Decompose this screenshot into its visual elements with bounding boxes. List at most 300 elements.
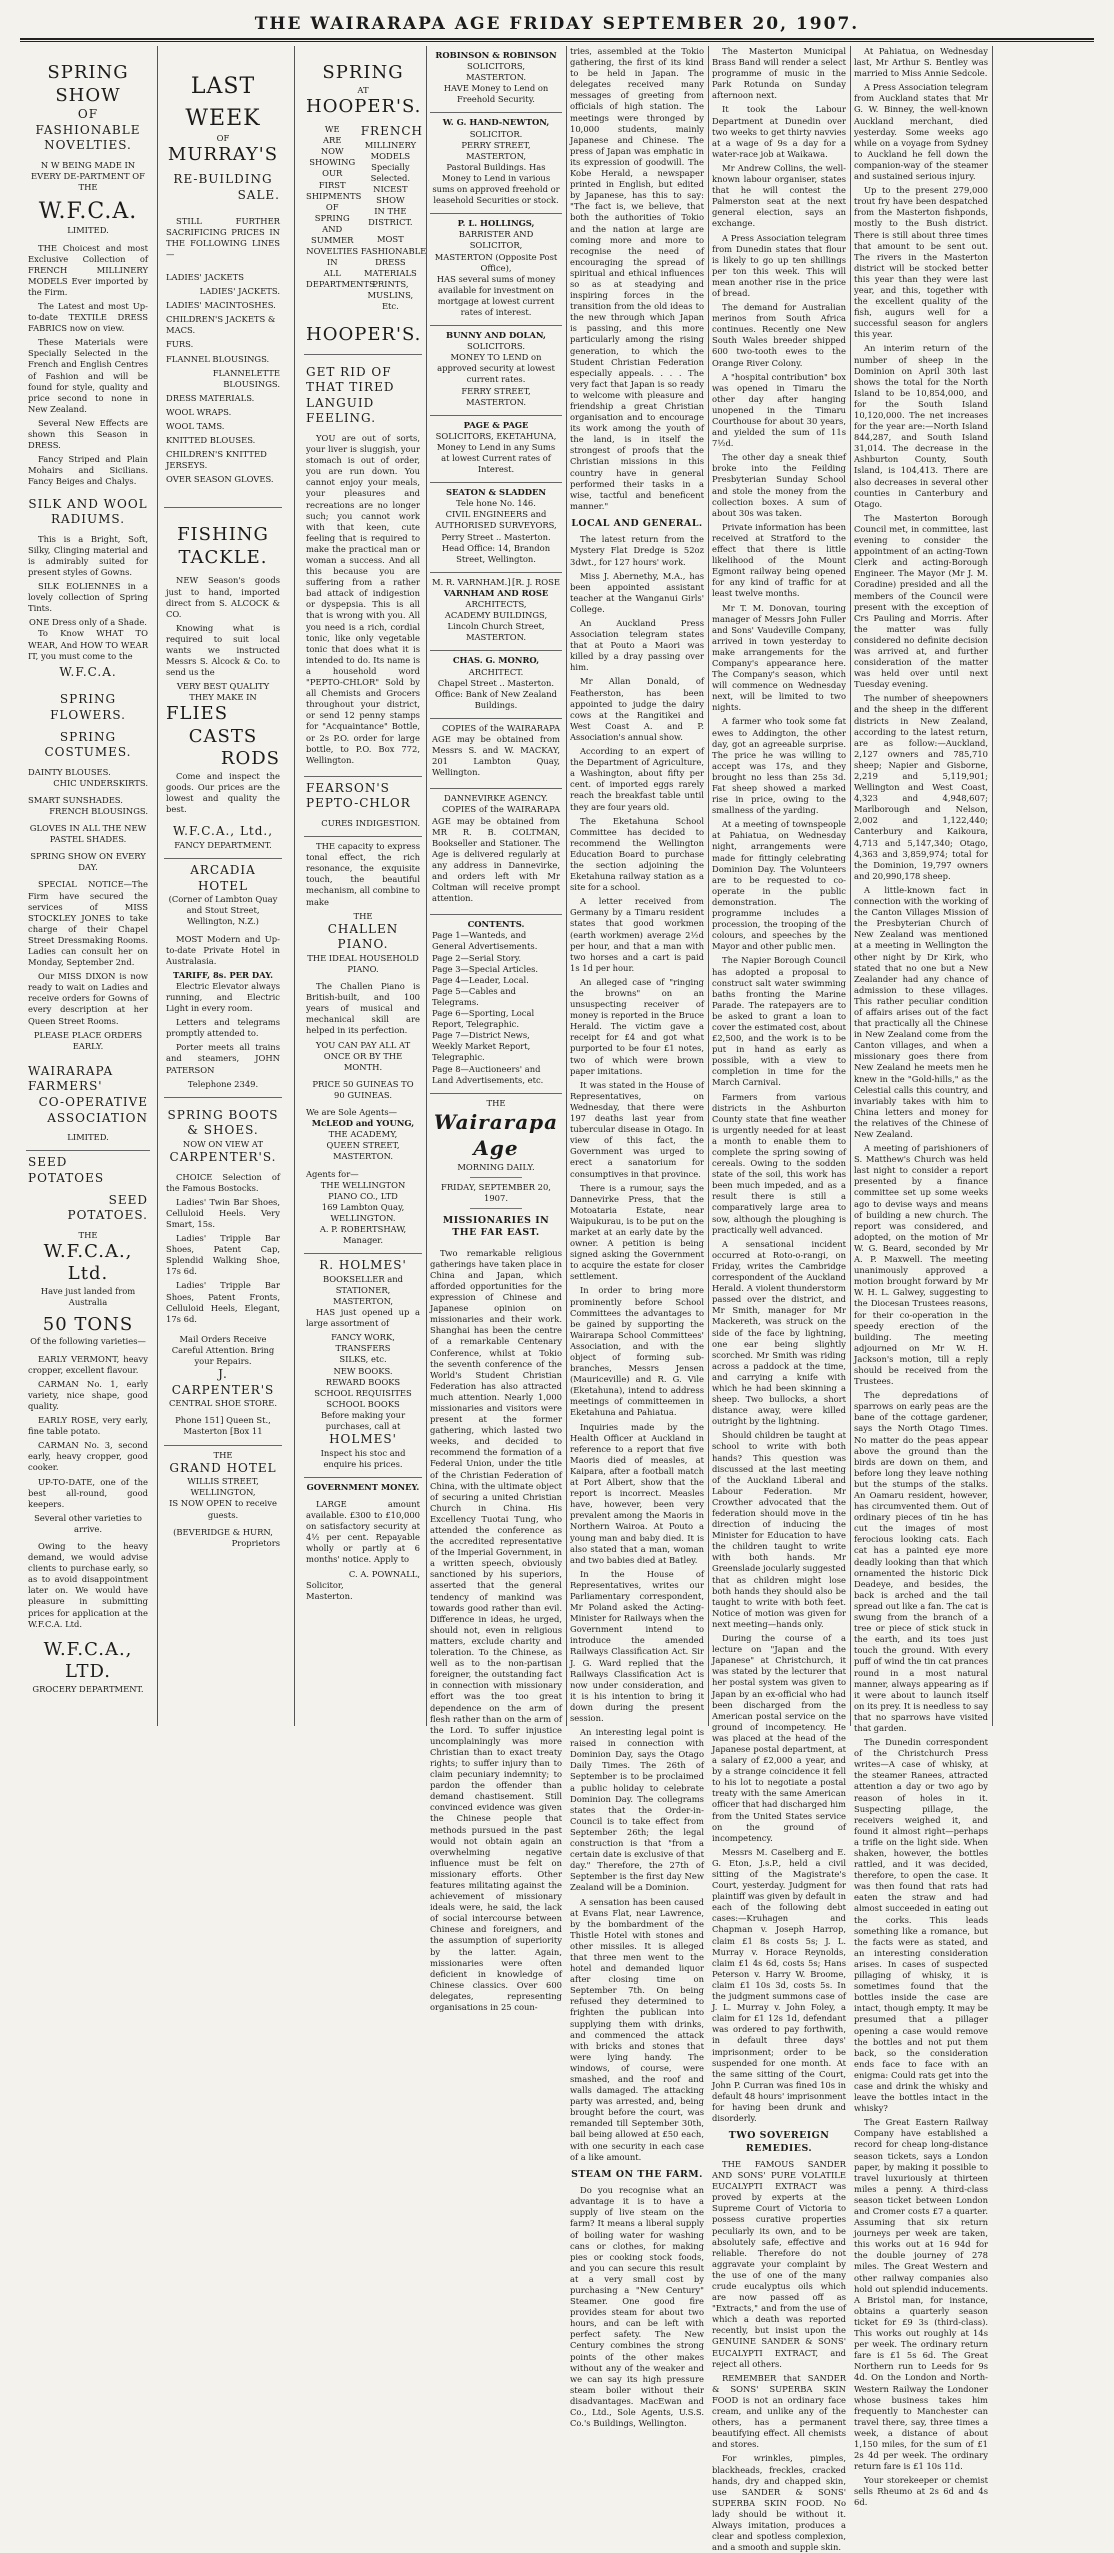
ad-text: 169 Lambton Quay, [321, 1201, 405, 1212]
news-paragraph: Private information has been received at Stratford to the effect that there is little likelihood of the Mount Egmont railway being opened for any kind of traffic for at least twelve months. [712, 521, 846, 599]
wfca-spring-show-ad [26, 46, 150, 1151]
list-item: OUR [322, 168, 343, 179]
ad-text: Telephone 2349. [187, 1078, 259, 1089]
ad-heading: SILK AND WOOL RADIUMS. [28, 496, 148, 527]
column-4 [430, 46, 562, 2013]
news-paragraph: The Masterton Municipal Brass Band will render a select programme of music in the Park Rotunda on Sunday afternoon next. [712, 46, 846, 101]
ad-text: Before making your purchases, call at [320, 1409, 406, 1431]
ad-heading: WAIRARAPA [28, 1063, 114, 1078]
ad-text: Our MISS DIXON is now ready to wait on Ladies and receive orders for Gowns of every description at her Queen Street Rooms. [28, 971, 148, 1026]
card-text: SOLICITORS, EKETAHUNA, [435, 430, 557, 441]
ad-text: LIMITED. [67, 225, 109, 236]
card-text: ARCHITECTS, [465, 599, 527, 610]
news-paragraph: In the House of Representatives, writes our Parliamentary correspondent, Mr Poland asked the Acting-Minister for Railways when the Government intend to introduce the amended Railways Classification Act. Sir J. G. Ward replied that the Railways Classification Act is now under consideration, and it is his intention to bring it down during the present session. [570, 1568, 704, 1723]
ad-text: THE [78, 1229, 98, 1240]
contents-box [430, 915, 562, 1093]
news-paragraph: A sensation has been caused at Evans Flat, near Lawrence, by the bombardment of the Thistle Hotel with stones and other missiles. It is alleged that three men went to the hotel and demanded liquor after closing time on September 7th. On being refused they determined to frighten the publican into supplying them with drinks, and commenced the attack with bricks and stones that were lying handy. The windows, of course, were smashed, and the roof and walls damaged. The attacking party was arrested, and, being brought before the court, was remanded till September 30th, bail being allowed at £50 each, with one security in each case of a like amount. [570, 1896, 704, 2162]
news-paragraph: THE FAMOUS SANDER AND SONS' PURE VOLATILE EUCALYPTI EXTRACT was proved by experts at the Supreme Court of Victoria to possess curative properties peculiarly its own, and to be absolutely safe, effective and reliable. Therefore do not aggravate your complaint by the use of one of the many crude eucalyptus oils which are now passed off as "Extracts," and from the use of which a death was reported recently, but insist upon the GENUINE SANDER & SONS' EUCALYPTI EXTRACT, and reject all others. [712, 2158, 846, 2369]
news-paragraph: For wrinkles, pimples, blackheads, freckles, cracked hands, dry and chapped skin, use SANDER & SONS' SUPERBA SKIN FOOD. No lady should be without it. Always imitation, produces a clear and spotless complexion, and a smooth and supple skin. [712, 2453, 846, 2553]
list-item: CHILDREN'S JACKETS & MACS. [166, 314, 276, 336]
paper-title: Wairarapa Age [433, 1109, 559, 1161]
ad-text: BOOKSELLER and STATIONER, [322, 1273, 404, 1295]
ad-text: Several other varieties to arrive. [34, 1512, 142, 1534]
ad-heading: SPRING FLOWERS. [50, 692, 126, 722]
ad-text: MOST Modern and Up-to-date Private Hotel in Australasia. [166, 933, 280, 966]
ad-text: ONE Dress only of a Shade. [29, 617, 147, 628]
card-text: MASTERTON. [465, 72, 527, 83]
card-text: CIVIL ENGINEERS and AUTHORISED SURVEYORS, [435, 509, 557, 531]
hoopers-right-list [360, 124, 427, 312]
news-paragraph: A sensational incident occurred at Roto-o-rangi, on Friday, writes the Cambridge correspondent of the Auckland Herald. A violent thunderstorm passed over the district, and Mr Smith, manager for Mr Mackereth, was struck on the side of the face by lightning, one ear being slightly scorched. Mr Smith was riding across a paddock at the time, and carrying a knife with which he had been skinning a sheep. Two bullocks, a short distance away, were killed outright by the lightning. [712, 1238, 846, 1427]
news-paragraph: During the course of a lecture on "Japan and the Japanese" at Christchurch, it was stated by the lecturer that her postal system was given to Japan by an ex-official who had been discharged from the American postal service on the ground of incompetency. He was placed at the head of the Japanese postal department, at a salary of £2,000 a year, and by a strange coincidence it fell to his lot to negotiate a postal treaty with the same American officer that had discharged him from the United States service on the ground of incompetency. [712, 1633, 846, 1843]
ad-text: We are Sole Agents— [306, 1107, 398, 1118]
paper-title-block [430, 1094, 562, 1248]
ad-heading: GET RID OF THAT TIRED LANGUID FEELING. [306, 364, 395, 426]
ad-text: SCHOOL REQUISITES [314, 1387, 412, 1398]
ad-text: FANCY DEPARTMENT. [174, 839, 272, 850]
news-paragraph: An alleged case of "ringing the browns" on an unsuspecting receiver of money is reported in the Bruce Herald. The victim gave a receipt for £4 and got what purported to be four £1 notes, two of which were brown paper imitations. [570, 976, 704, 1076]
ad-heading: W.F.C.A., LTD. [43, 1638, 133, 1683]
card-heading: P. L. HOLLINGS, [457, 218, 535, 229]
contents-item: Page 8—Auctioneers' and Land Advertisements, etc. [432, 1063, 544, 1085]
ad-text: Several New Effects are shown this Season in DRESS. [28, 417, 148, 451]
list-item: Specially Selected. [370, 161, 411, 183]
list-item: LADIES' MACINTOSHES. [166, 300, 276, 311]
card-text: HAVE Money to Lend on Freehold Security. [443, 83, 549, 105]
card-text: MONEY TO LEND on approved security at lowest current rates. [437, 352, 555, 385]
list-item: IN [326, 257, 338, 268]
contents-item: Page 4—Leader, Local. [432, 974, 529, 985]
news-paragraph: Mr Allan Donald, of Featherston, has been appointed to judge the dairy cows at the Rangitikei and West Coast A. and P. Association's annual show. [570, 676, 704, 742]
ad-text: Agents for— [306, 1168, 359, 1179]
robinson-card [430, 46, 562, 113]
column-rule [294, 46, 295, 1726]
list-item: LADIES' JACKETS [166, 271, 244, 282]
ad-text: Of the following varieties— [30, 1336, 146, 1347]
ad-text: TRANSFERS [335, 1343, 391, 1354]
card-text: Pastoral Buildings. Has Money to Lend in various sums on approved freehold or leasehold Securities or stock. [432, 161, 560, 206]
ad-heading: SHOW [55, 84, 121, 106]
ad-text: YOU CAN PAY ALL AT ONCE OR BY THE MONTH. [315, 1039, 411, 1072]
ad-text: YOU are out of sorts, your liver is sluggish, your stomach is out of order, you are run down. You cannot enjoy your meals, your pleasures and recreations are no longer such; you cannot work with that keen, cute feeling that is required to make the practical man or woman a success. And all this because you are suffering from a rather bad attack of indigestion or dyspepsia. This is all that is wrong with you. All you need is a rich, cordial tonic, like only vegetable tonic that does what it is intended to do. Its name is a household word "PEPTO-CHLOR" Sold by all Chemists and Grocers throughout your district, or send 12 penny stamps for "Acquaintance" Bottle, or 2s P.O. order for large bottle, to P.O. Box 772, Wellington. [306, 432, 420, 765]
ad-text: N W BEING MADE IN EVERY DE-PARTMENT OF THE [31, 159, 145, 192]
ad-text: (BEVERIDGE & HURN, [173, 1526, 273, 1537]
news-paragraph: The Great Eastern Railway Company have established a record for cheap long-distance season tickets, says a London paper, by making it possible to travel luxuriously at thirteen miles a penny. A third-class season ticket between London and Cromer costs £7 a quarter. Assuming that six return journeys per week are taken, this works out at 16 94d for the double journey of 278 miles. The Great Western and other railway companies also hold out splendid inducements. A Bristol man, for instance, obtains a quarterly season ticket for £9 3s (third-class). This works out roughly at 14s per week. The ordinary return fare is £1 5s 6d. The Great Northern run to Leeds for 9s 4d. On the London and North-Western Railway the Londoner whose business takes him frequently to Manchester can travel there, say, three times a week, a distance of about 1,150 miles, for the sum of £1 2s 4d per week. The ordinary return fare is £1 10s 11d. [854, 2117, 988, 2472]
list-item: PRINTS, [372, 278, 409, 289]
card-text: ARCHITECT. [468, 666, 524, 677]
column-rule [566, 46, 567, 1726]
ad-heading: OF [77, 107, 99, 121]
card-text: PERRY STREET, MASTERTON, [461, 139, 531, 161]
ad-text: GLOVES IN ALL THE NEW PASTEL SHADES. [29, 823, 147, 845]
monro-card [430, 651, 562, 718]
hoopers-left-list [306, 124, 378, 312]
dateline: FRIDAY, SEPTEMBER 20, 1907. [441, 1181, 551, 1203]
ad-text: LARGE amount available. £300 to £10,000 on satisfactory security at 4½ per cent. Repayable wholly or partly at 6 months' notice. Apply to [306, 1498, 420, 1565]
news-paragraph: A letter received from Germany by a Timaru resident states that good workmen (earth workmen) average 2½d per hour, and that a man with two horses and a cart is paid 1s 1d per hour. [570, 896, 704, 973]
news-paragraph: Should children be taught at school to write with both hands? This question was discussed at the last meeting of the Auckland Liberal and Labour Federation. Mr Crowther advocated that the federation should move in the direction of inducing the Minister for Education to have the children taught to write with both hands. Mr Greenslade jocularly suggested that as children might lose both hands they should also be taught to write with both feet. Notice of motion was given for next meeting—hands only. [712, 1430, 846, 1629]
news-paragraph: The latest return from the Mystery Flat Dredge is 52oz 3dwt., for 127 hours' work. [570, 534, 704, 567]
ad-heading: NOVELTIES. [44, 138, 132, 153]
ad-text: Have just landed from Australia [40, 1285, 136, 1307]
ad-text: NEW BOOKS. [333, 1365, 393, 1376]
news-paragraph: A Press Association telegram from Dunedin states that flour is likely to go up ten shillings per ton this week. This will mean another rise in the price of bread. [712, 232, 847, 298]
card-text: SOLICITORS. [466, 341, 526, 352]
notice-text: COPIES of the WAIRARAPA AGE may be obtained from Messrs S. and W. MACKAY, 201 Lambton Quay, Wellington. [432, 722, 560, 778]
column-rule [157, 46, 158, 1726]
ad-heading: FARMERS' [28, 1079, 103, 1094]
section-heading: LOCAL AND GENERAL. [571, 517, 703, 529]
ad-heading: HOLMES' [329, 1432, 397, 1447]
news-paragraph: Messrs M. Caselberg and E. G. Eton, J.s.P., held a civil sitting of the Magistrate's Court, yesterday. Judgment for plaintiff was given by default in each of the following debt cases:—Kruhagen and Chapman v. Joseph Harrop, claim £1 8s costs 5s; J. L. Murray v. Horace Reynolds, claim £1 4s 6d, costs 5s; Hans Peterson v. Harry W. Broome, claim £1 10s 3d, costs 5s. In the judgment summons case of J. L. Murray v. John Foley, a claim for £1 12s 1d, defendant was ordered to pay forthwith, in default three days' imprisonment; order to be suspended for one month. At the same sitting of the Court, John P. Curran was fined 10s in default 48 hours' imprisonment for having been drunk and disorderly. [712, 1846, 847, 2124]
ad-text: THE Choicest and most Exclusive Collection of FRENCH MILLINERY MODELS Ever imported by the Firm. [28, 242, 148, 297]
paper-title-the: THE [486, 1097, 506, 1108]
news-paragraph: Mr Andrew Collins, the well-known labour organiser, states that he will contest the Palmerston seat at the next general election, says an exchange. [712, 162, 846, 229]
ad-text: McLEOD and YOUNG, [311, 1118, 415, 1129]
pepto-chlor-ad [304, 355, 422, 777]
notice-text: COPIES of the WAIRARAPA AGE may be obtained from MR R. B. COLTMAN, Bookseller and Stationer. The Age is delivered regularly at any address in Dannevirke, and orders left with Mr Coltman will receive prompt attention. [432, 804, 560, 904]
list-item: FLANNEL BLOUSINGS. [166, 353, 270, 364]
ad-text: Phone 151] Queen St., Masterton [Box 11 [175, 1415, 271, 1437]
ad-text: MASTERTON, [332, 1295, 394, 1306]
ad-text: THE capacity to express tonal effect, the rich resonance, the exquisite touch, the beautiful mechanism, all combine to make [306, 841, 420, 907]
news-paragraph: There is a rumour, says the Dannevirke Press, that the Motoataria Estate, near Waipukurau, is to be put on the market at an early date by the owner. A petition is being signed asking the Government to acquire the estate for closer settlement. [570, 1182, 704, 1282]
ad-text: Inspect his stoc and enquire his prices. [320, 1447, 406, 1469]
ad-text: SPRING SHOW ON EVERY DAY. [30, 851, 146, 873]
ad-text: To Know WHAT TO WEAR, And HOW TO WEAR IT, you must come to the [28, 628, 148, 661]
list-item: IN THE DISTRICT. [368, 206, 413, 228]
ad-text: C. A. POWNALL, [348, 1568, 420, 1579]
card-heading: PAGE & PAGE [463, 419, 529, 430]
card-heading: VARNHAM AND ROSE [443, 587, 549, 598]
news-paragraph: Do you recognise what an advantage it is to have a supply of live steam on the farm? It means a liberal supply of boiling water for washing cans or clothes, for making pies or cooking stock foods, and you can secure this result at a very small cost by purchasing a "New Century" Steamer. One good fire provides steam for about two hours, and can be left with perfect safety. The New Century combines the strong points of the other makes without any of the weaker and we can say its high pressure steam boiler without their disadvantages. MacEwan and Co., Ltd., Sole Agents, U.S.S. Co.'s Buildings, Wellington. [570, 2185, 704, 2429]
ad-heading: SPRING [322, 62, 404, 83]
page-card [430, 416, 562, 483]
list-item: SHOWING [309, 157, 356, 168]
ad-text: DAINTY BLOUSES. [28, 766, 111, 777]
article-text: tries, assembled at the Tokio gathering, the first of its kind to be held in Japan. The delegates received many messages of greeting from officials of high station. The meetings were thronged by 10,000 students, mainly Japanese and Chinese. The press of Japan was emphatic in its expression of goodwill. The Kobe Herald, a newspaper printed in English, but edited by Japanese, has this to say: "The fact is, we believe, that both the authorities of Tokio and the nation at large are coming more and more to recognise the need of encouraging the spread of spiritual and ethical influences so as at steadying and inspiring forces in the transition from the old ideas to the new through which Japan is passing, and this more particularly among the rising generation, to which the Student Christian Federation especially appeals. . . . The very fact that Japan is so ready to welcome with pleasure and friendship a great Christian organisation and to encourage its work among the youth of the land, is in itself the strongest of proofs that the Christian missions in this country have in general performed their tasks in a wise, tactful and beneficent manner." [570, 46, 704, 511]
list-item: WOOL TAMS. [166, 420, 225, 431]
ad-heading: 50 TONS [42, 1313, 134, 1335]
card-heading: BUNNY AND DOLAN, [446, 330, 546, 341]
column-rule [850, 46, 851, 1726]
hoopers-lists [306, 124, 427, 312]
list-item: SHIPMENTS [306, 190, 362, 201]
ad-text: VERY BEST QUALITY THEY MAKE IN [176, 681, 270, 703]
card-text: Chapel Street .. Masterton. Office: Bank of New Zealand Buildings. [434, 677, 558, 710]
ad-heading: HOOPER'S. [306, 95, 422, 117]
card-text: FERRY STREET, MASTERTON. [461, 385, 531, 407]
ad-text: NEW Season's goods just to hand, imported direct from S. ALCOCK & CO. [166, 575, 280, 619]
ad-heading: CHALLEN PIANO. [327, 921, 399, 952]
list-item: CHILDREN'S KNITTED JERSEYS. [166, 449, 267, 471]
ad-text: HAS just opened up a large assortment of [306, 1307, 420, 1329]
list-item: DRESS MATERIALS. [166, 392, 255, 403]
news-paragraph: REMEMBER that SANDER & SONS' SUPERBA SKIN FOOD is not an ordinary face cream, and unlike any of the others, has a permanent beautifying effect. All chemists and stores. [712, 2372, 846, 2450]
ad-text: REWARD BOOKS [325, 1376, 401, 1387]
column-6 [712, 46, 847, 2553]
ad-heading: SEED POTATOES. [67, 1192, 148, 1223]
news-paragraph: The demand for Australian merinos from South Africa continues. Recently one New South Wales breeder shipped 600 two-tooth ewes to the Orange River Colony. [712, 302, 846, 368]
column-1 [26, 46, 150, 1726]
card-text: Perry Street .. Masterton. [441, 531, 551, 542]
ad-text: UP-TO-DATE, one of the best all-round, good keepers. [28, 1476, 148, 1509]
paper-subtitle: MORNING DAILY. [457, 1161, 535, 1172]
column-7 [854, 46, 989, 2508]
ad-text: Ladies' Tripple Bar Shoes, Patent Cap, Splendid Walking Shoe, 17s 6d. [166, 1233, 280, 1277]
ad-text: WILLIS STREET, WELLINGTON, [187, 1476, 259, 1498]
ad-text: Owing to the heavy demand, we would advise clients to purchase early, so as to avoid disappointment later on. We would have pleasure in submitting prices for application at the W.F.C.A. Ltd. [28, 1540, 148, 1629]
ad-heading: SPRING BOOTS & SHOES. [167, 1107, 279, 1138]
hollings-card [430, 214, 562, 326]
ad-text: Ladies' Twin Bar Shoes, Celluloid Heels. Very Smart, 15s. [166, 1196, 280, 1229]
list-item: FLANNELETTE BLOUSINGS. [212, 367, 280, 389]
ad-heading: CO-OPERATIVE [38, 1095, 148, 1110]
ad-text: FANCY WORK, [331, 1332, 395, 1343]
ad-text: Come and inspect the goods. Our prices are the lowest and quality the best. [166, 770, 280, 815]
contents-item: Page 3—Special Articles. [432, 963, 539, 974]
ad-heading: GOVERNMENT MONEY. [306, 1481, 420, 1492]
list-item: WOOL WRAPS. [166, 406, 232, 417]
news-paragraph: According to an expert of the Department of Agriculture, a Washington, about fifty per cent. of imported eggs rarely reach the breakfast table until they are four years old. [570, 746, 704, 812]
ad-text: THE IDEAL HOUSEHOLD PIANO. [307, 952, 419, 974]
ad-text: CHIC UNDERSKIRTS. [53, 777, 148, 788]
contents-item: Page 5—Cables and Telegrams. [432, 985, 517, 1007]
column-rule [992, 46, 993, 1726]
ad-text: THE [353, 910, 373, 921]
holmes-ad [304, 1254, 422, 1478]
contents-list [432, 930, 560, 1085]
ad-text: OF [216, 132, 230, 143]
ad-text: Electric Elevator always running, and Electric Light in every room. [166, 980, 280, 1014]
bunny-dolan-card [430, 326, 562, 416]
ad-text: AT [357, 84, 369, 95]
ad-text: QUEEN STREET, MASTERTON. [326, 1140, 400, 1162]
ad-text: FRENCH BLOUSINGS. [49, 805, 148, 816]
ad-heading: RODS [220, 748, 280, 770]
newton-card [430, 113, 562, 214]
article-heading: MISSIONARIES IN THE FAR EAST. [442, 1214, 550, 1239]
fishing-tackle-ad [164, 508, 282, 859]
contents-heading: CONTENTS. [467, 919, 525, 930]
grand-hotel-ad [164, 1446, 282, 1556]
wfca-seed-potatoes-ad [26, 1151, 150, 1702]
news-paragraph: A farmer who took some fat ewes to Addington, the other day, got an agreeable surprise. The price he was willing to accept was 17s, and they brought no less than 25s 3d. Fat sheep showed a marked rise in price, owing to the smallness of the yarding. [712, 716, 846, 816]
ad-heading: CARPENTER'S. [169, 1150, 277, 1164]
ad-text: THE ACADEMY, [328, 1129, 398, 1140]
ad-text: CENTRAL SHOE STORE. [169, 1398, 277, 1409]
ad-text: THE [213, 1449, 233, 1460]
news-paragraph: Up to the present 279,000 trout fry have been despatched from the Masterton fishponds, mostly to the Bush district. There is still about three times that amount to be sent out. The rivers in the Masterton district will be stocked better this year than they were last year, and this, together with the excellent quality of the fish, augurs well for a successful season for anglers this year. [854, 185, 988, 340]
ad-text: TARIFF, 8s. PER DAY. [172, 969, 274, 980]
ad-text: PRICE 50 GUINEAS TO 90 GUINEAS. [312, 1078, 414, 1100]
ad-heading: SALE. [237, 187, 280, 202]
ad-heading: W.F.C.A., Ltd., [172, 824, 274, 839]
news-paragraph: An interim return of the number of sheep in the Dominion on April 30th last shows the total for the North Island to be 10,854,000, and for the South Island 10,120,000. The net increases for the year are:—North Island 844,287, and South Island 31,014. The decrease in the Ashburton County, South Island, is 104,413. There are also decreases in several other counties in Canterbury and Otago. [854, 343, 988, 509]
ad-text: (Corner of Lambton Quay and Stout Street, Wellington, N.Z.) [168, 894, 278, 927]
ad-text: SCHOOL BOOKS [326, 1398, 400, 1409]
ad-text: CARMAN No. 1, early variety, nice shape, good quality. [28, 1378, 148, 1411]
list-item: FIRST [318, 179, 346, 190]
card-heading: SEATON & SLADDEN [445, 487, 547, 498]
carpenters-boots-ad [164, 1098, 282, 1446]
masthead-rule [20, 38, 1094, 42]
ad-text: This is a Bright, Soft, Silky, Clinging material and is admirably suited for present styles of Gowns. [28, 533, 148, 577]
ad-text: Proprietors [231, 1537, 280, 1548]
ad-heading: SPRING [47, 62, 129, 83]
dannevirke-notice [430, 789, 562, 915]
news-paragraph: At a meeting of townspeople at Pahiatua, on Wednesday night, arrangements were made for fittingly celebrating Dominion Day. The Volunteers are to be requested to co-operate in the public demonstration. The programme includes a procession, the trooping of the colours, and speeches by the Mayor and other public men. [712, 819, 846, 952]
list-item: ARE [322, 135, 342, 146]
ad-text: Letters and telegrams promptly attended to. [166, 1017, 280, 1039]
ad-heading: R. HOLMES' [319, 1258, 407, 1273]
item-list [166, 272, 280, 486]
seaton-card [430, 483, 562, 573]
ad-text: CARMAN No. 3, second early, heavy cropper, good cooker. [28, 1440, 148, 1473]
list-item: ALL [323, 268, 341, 279]
contents-item: Page 1—Wanteds, and General Advertisements. [432, 930, 538, 952]
ad-text: SILK EOLIENNES in a lovely collection of Spring Tints. [28, 581, 148, 614]
list-item: FASHIONABLE [360, 245, 427, 256]
ad-text: PLEASE PLACE ORDERS EARLY. [33, 1029, 143, 1051]
news-paragraph: It took the Labour Department at Dunedin over two weeks to get thirty navvies at a wage of 9s a day for a water-race job at Waikawa. [712, 104, 846, 159]
news-paragraph: Miss J. Abernethy, M.A., has been appointed assistant teacher at the Wanganui Girls' College. [570, 570, 704, 614]
section-heading: STEAM ON THE FARM. [571, 2168, 703, 2180]
ad-heading: ARCADIA HOTEL [190, 863, 256, 893]
list-item: WE [324, 124, 340, 135]
news-paragraph: A "hospital contribution" box was opened in Timaru the other day after hanging unopened in the Timaru Courthouse for about 30 years, and yielded the sum of 11s 7½d. [712, 371, 846, 449]
challen-piano-ad [304, 837, 422, 1254]
ad-heading: J. CARPENTER'S [171, 1367, 275, 1397]
notice-heading: DANNEVIRKE AGENCY. [444, 793, 548, 804]
list-item: LADIES' JACKETS. [199, 286, 280, 297]
murrays-sale-ad [164, 46, 282, 508]
list-item: Etc. [381, 301, 399, 311]
ad-text: IS NOW OPEN to receive guests. [169, 1498, 277, 1520]
ad-heading: WEEK [185, 106, 261, 132]
card-heading: W. G. HAND-NEWTON, [442, 117, 550, 128]
ad-text: Porter meets all trains and steamers, JOHN PATERSON [166, 1042, 280, 1075]
ad-heading: CASTS [188, 725, 258, 747]
news-paragraph: The Dunedin correspondent of the Christchurch Press writes—A case of whisky, at the steamer Ranees, attracted attention a day or two ago by reason of holes in it. Suspecting pillage, the receivers weighed it, and found it almost right—perhaps a trifle on the light side. When shaken, however, the bottles rattled, and it was decided, therefore, to open the case. It was then found that rats had eaten the straw and had almost succeeded in eating out the corks. This leads something like a romance, but the facts were as stated, and an interesting consideration arises. In cases of suspected pillaging of whisky, it is sometimes found that the bottles inside the case are intact, though empty. It may be presumed that a pillager opening a case would remove the bottles and not put them back, so the consideration ends face to face with an enigma: Could rats get into the case and drink the whisky and leave the bottles intact in the whisky? [854, 1737, 988, 2114]
ad-text: CHOICE Selection of the Famous Bostocks. [166, 1171, 280, 1193]
ad-text: GROCERY DEPARTMENT. [32, 1683, 144, 1694]
ad-text: LIMITED. [67, 1132, 109, 1143]
ad-heading: FASHIONABLE [35, 122, 141, 137]
masthead: THE WAIRARAPA AGE FRIDAY SEPTEMBER 20, 1907. [254, 14, 860, 34]
fearsons-ad [304, 777, 422, 837]
ad-heading: W.F.C.A. [38, 199, 138, 225]
card-text: Money to Lend in any Sums at lowest Current rates of Interest. [436, 441, 556, 475]
news-paragraph: A little-known fact in connection with the working of the Canton Villages Mission of the Presbyterian Church of New Zealand was mentioned at a meeting in Wellington the other night by Dr Kirk, who stated that no one but a New Zealander had any chance of admission to these villages. This rather peculiar condition of affairs arises out of the fact that practically all the Chinese in New Zealand come from the Canton villages, and when a missionary goes there from New Zealand he meets men he knew in the "Gold-hills," as the Celestial calls this country, and invariably takes with him to China letters and money for the relatives of the Chinese of New Zealand. [854, 884, 988, 1139]
news-paragraph: The Eketahuna School Committee has decided to recommend the Wellington Education Board to purchase the section adjoining the Eketahuna railway station as a site for a school. [570, 815, 704, 893]
ad-text: Knowing what is required to suit local wants we instructed Messrs S. Alcock & Co. to send us the [166, 622, 280, 678]
column-rule [426, 46, 427, 1726]
ad-heading: W.F.C.A., Ltd. [43, 1240, 133, 1285]
news-paragraph: A Press Association telegram from Auckland states that Mr G. W. Binney, the well-known Auckland merchant, died yesterday. Some weeks ago while on a voyage from Sydney to Auckland he fell down the companion-way of the steamer and sustained serious injury. [854, 82, 989, 182]
ad-text: The Challen Piano is British-built, and 100 years of musical and mechanical skill are helped in its perfection. [306, 981, 420, 1036]
news-paragraph: It was stated in the House of Representatives, on Wednesday, that there were 197 deaths last year from tubercular disease in Otago. In view of this fact, the Government was urged to erect a sanatorium for consumptives in that province. [570, 1079, 704, 1179]
column-3 [304, 46, 427, 1726]
news-paragraph: A meeting of parishioners of S. Matthew's Church was held last night to consider a report presented by a finance committee set up some weeks ago to devise ways and means of building a new church. The report was considered, and adopted, on the motion of Mr W. G. Beard, seconded by Mr A. P. Maxwell. The meeting unanimously approved a motion brought forward by Mr W. H. L. Galwey, suggesting to the Diocesan Trustees reasons, for their co-operation in the speedy erection of the building. The meeting adjourned on Mr W. H. Jackson's motion, till a reply should be received from the Trustees. [854, 1143, 988, 1387]
news-paragraph: Your storekeeper or chemist sells Rheumo at 2s 6d and 4s 6d. [854, 2475, 988, 2508]
card-text: SOLICITORS, [466, 61, 526, 72]
section-heading: TWO SOVEREIGN REMEDIES. [728, 2130, 830, 2154]
ad-heading: SPRING COSTUMES. [44, 729, 132, 760]
list-item: MODELS [370, 150, 411, 161]
hoopers-spring-ad [304, 46, 427, 355]
card-text: Head Office: 14, Brandon Street, Wellington. [441, 542, 551, 564]
ad-heading: TACKLE. [178, 546, 268, 568]
card-text: M. R. VARNHAM.] [432, 576, 511, 587]
ad-text: STILL FURTHER SACRIFICING PRICES IN THE FOLLOWING LINES— [166, 215, 280, 259]
ad-text: Masterton. [306, 1590, 353, 1601]
list-item: NICEST SHOW [373, 184, 408, 206]
ad-text: A. P. ROBERTSHAW, Manager. [319, 1223, 407, 1246]
ad-text: EARLY ROSE, very early, fine table potato. [28, 1415, 148, 1437]
list-item: FURS. [166, 339, 194, 350]
ad-text: CURES INDIGESTION. [321, 817, 420, 828]
ad-text: Solicitor, [306, 1579, 344, 1590]
news-paragraph: The depredations of sparrows on early peas are the bane of the cottage gardener, says the North Otago Times. No matter do the peas appear above the ground than the birds are down on them, and before long they leave nothing but the stumps of the stalks. An Oamaru resident, however, has circumvented them. Out of ordinary pieces of tin he has cut the images of most ferocious looking cats. Each cat has a painted eye more deadly looking than that which ornamented the historic Dick Deadeye, and besides, the back is arched and the tail spread out like a fan. The cat is swung from the branch of a tree or piece of stick stuck in the earth, and its toes just touch the ground. With every puff of wind the tin cat prances round in a most natural manner, always appearing as if it were about to launch itself on its prey. It is needless to say that no sparrows have visited that garden. [854, 1390, 988, 1733]
ad-heading: GRAND HOTEL [169, 1460, 277, 1475]
contents-item: Page 7—District News, Weekly Market Report, Telegraphic. [432, 1030, 531, 1063]
ad-text: Fancy Striped and Plain Mohairs and Sicilians. Fancy Beiges and Chalys. [28, 454, 148, 487]
list-item: OF [325, 201, 339, 212]
ad-heading: FISHING [177, 524, 269, 546]
ad-text: EARLY VERMONT, heavy cropper, excellent flavour. [28, 1353, 148, 1375]
contents-item: Page 6—Sporting, Local Report, Telegraphic. [432, 1008, 535, 1030]
ad-heading: FEARSON'S PEPTO-CHLOR [306, 780, 411, 811]
list-item: MOST [376, 234, 404, 245]
list-item: SUMMER [311, 235, 354, 246]
ad-heading: FLIES [166, 703, 229, 725]
ad-text: WELLINGTON. [330, 1212, 396, 1223]
list-item: NOVELTIES [306, 246, 359, 257]
card-names [432, 577, 560, 588]
card-text: MASTERTON (Opposite Post Office), [434, 251, 558, 273]
news-paragraph: Inquiries made by the Health Officer at Auckland in reference to a report that five Maoris died of measles, at Kaipara, after a football match at Port Albert, show that the report is incorrect. Measles have, however, been very prevalent among the Maoris in Northern Wairoa. At Pouto a young man and baby died. It is also stated that a man, woman and two babies died at Batley. [570, 1421, 704, 1565]
news-paragraph: The other day a sneak thief broke into the Feilding Presbyterian Sunday School and stole the money from the collection boxes. A sum of about 30s was taken. [712, 452, 846, 518]
card-heading: CHAS. G. MONRO, [452, 655, 540, 666]
news-paragraph: An interesting legal point is raised in connection with Dominion Day, says the Otago Daily Times. The 26th of September is to be proclaimed a public holiday to celebrate Dominion Day. The collegrams states that the Order-in-Council is to take effect from September 26th; the legal construction is that "from a certain date is exclusive of that day." Therefore, the 27th of September is the first day New Zealand will be a Dominion. [570, 1727, 704, 1893]
news-paragraph: Farmers from various districts in the Ashburton County state that fine weather is urgently needed for at least a month to enable them to complete the spring sowing of cereals. Owing to the sodden state of the soil, this work has been much impeded, and as a result there is still a comparatively large area to sow, although the ploughing is practically well advanced. [712, 1091, 846, 1235]
list-item: NOW [320, 146, 344, 157]
card-heading: ROBINSON & ROBINSON [435, 50, 557, 60]
news-paragraph: At Pahiatua, on Wednesday last, Mr Arthur S. Bentley was married to Miss Annie Sedcole. [854, 46, 988, 79]
card-text: ACADEMY BUILDINGS, Lincoln Church Street, MASTERTON. [444, 610, 548, 643]
news-paragraph: The number of sheepowners and the sheep in the different districts in New Zealand, according to the latest return, are as follow:—Auckland, 2,127 owners and 785,710 sheep; Napier and Gisborne, 2,219 and 5,119,901; Wellington and West Coast, 4,323 and 4,948,607; Marlborough and Nelson, 2,002 and 1,122,440; Canterbury and Kaikoura, 4,713 and 5,147,340; Otago, 4,363 and 3,859,974; total for the Dominion, 19,797 owners and 20,990,178 sheep. [854, 693, 988, 881]
ad-text: NOW ON VIEW AT [182, 1138, 264, 1149]
ad-text: Mail Orders Receive Careful Attention. Bring your Repairs. [171, 1333, 275, 1366]
news-paragraph: Mr T. M. Donovan, touring manager of Messrs John Fuller and Sons' Vaudeville Company, arrived in town yesterday to make arrangements for the Company's appearance here. The Company's season, which will commence on Wednesday next, will be limited to two nights. [712, 602, 846, 713]
copies-notice [430, 719, 562, 789]
card-text: SOLICITOR. [469, 128, 523, 139]
ad-text: Ladies' Tripple Bar Shoes, Patent Fronts, Celluloid Heels, Elegant, 17s 6d. [166, 1280, 280, 1324]
column-5 [570, 46, 704, 2429]
column-rule [708, 46, 709, 1726]
ad-heading: SEED POTATOES [28, 1155, 105, 1185]
list-item: FRENCH [360, 124, 424, 139]
news-paragraph: The Masterton Borough Council met, in committee, last evening to consider the appointment of an acting-Town Clerk and acting-Borough Engineer. The Mayor (Mr J. M. Coradine) presided and all the members of the Council were present with the exception of Crs Pauling and Morris. After the matter was fully considered no definite decision was arrived at, and further consideration of the matter was held over until next Tuesday evening. [854, 512, 988, 690]
card-text: [R. J. ROSE [512, 576, 560, 587]
government-money-ad [304, 1478, 422, 1609]
ad-text: SILKS, etc. [339, 1354, 387, 1365]
column-2 [164, 46, 282, 1726]
contents-item: Page 2—Serial Story. [432, 952, 522, 963]
ad-text: The Latest and most Up-to-date TEXTILE DRESS FABRICS now on view. [28, 301, 148, 334]
list-item: AND [322, 223, 343, 234]
